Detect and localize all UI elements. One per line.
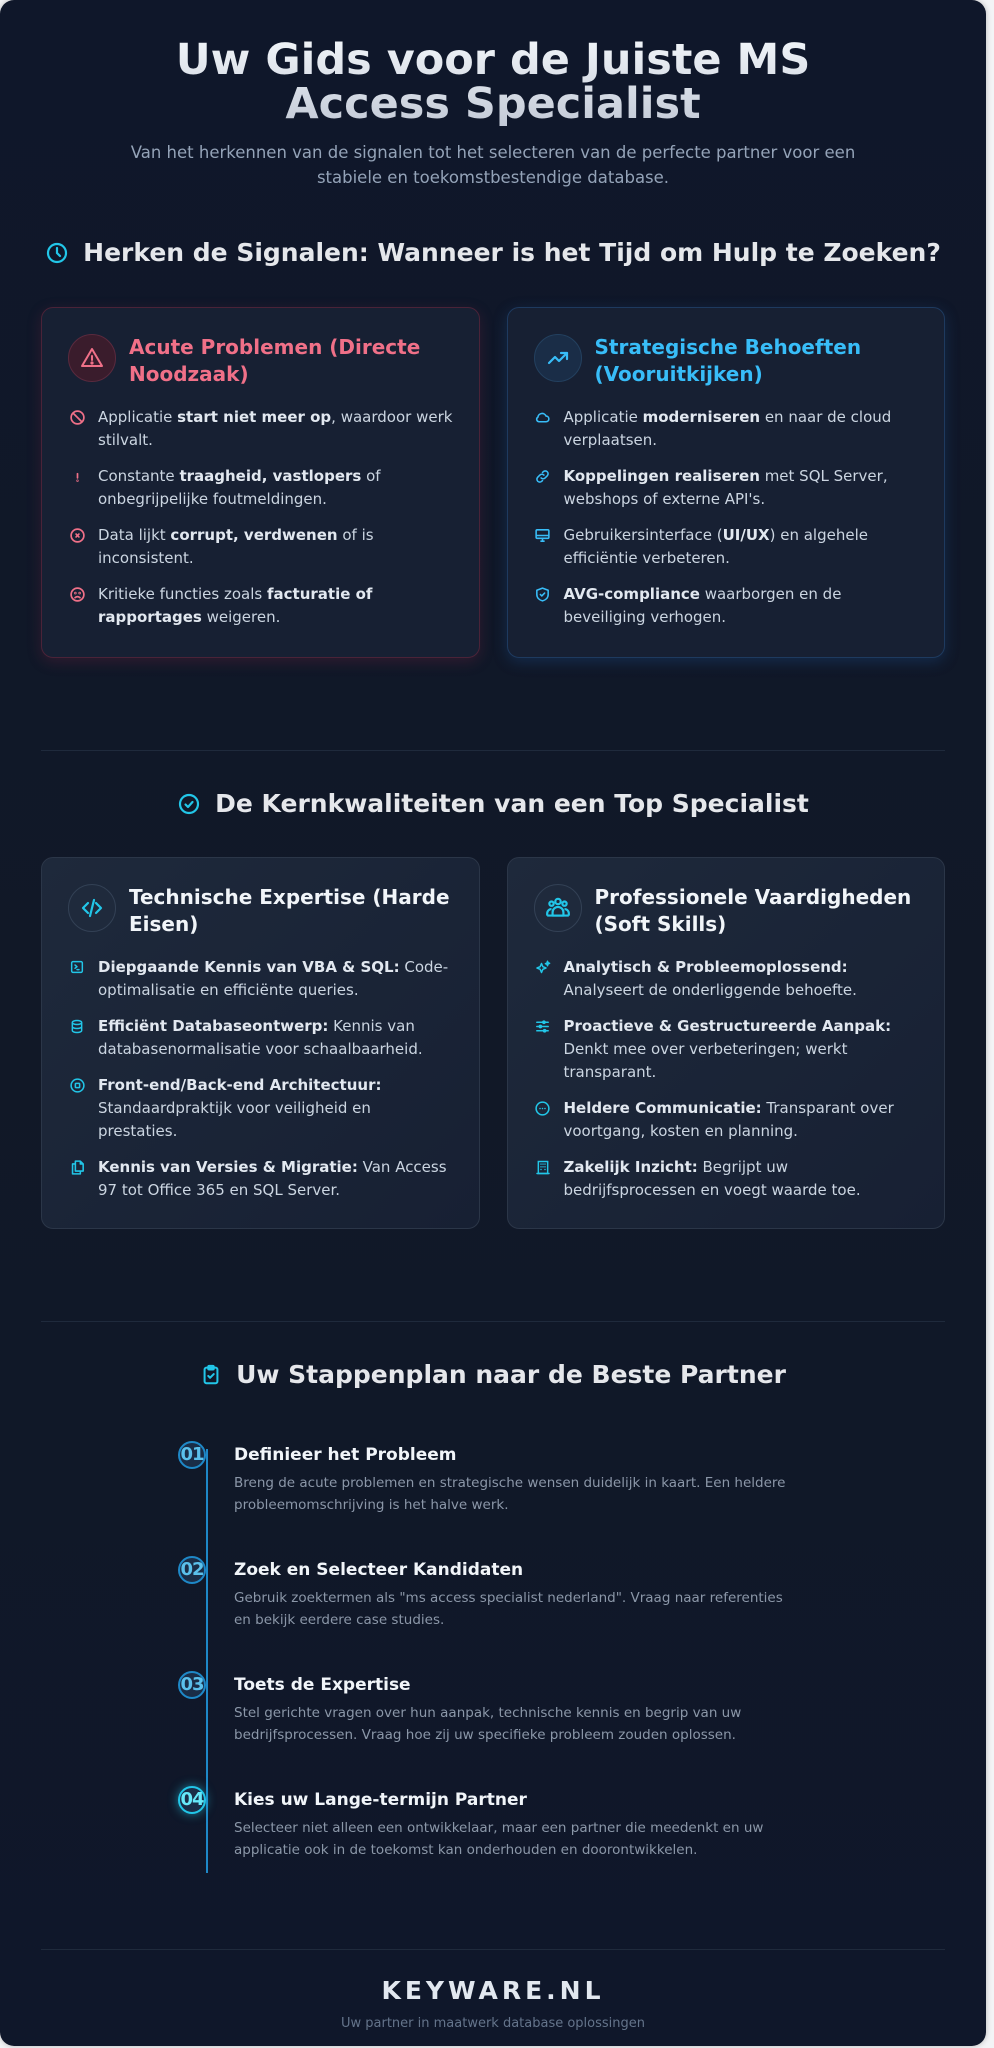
list-item: Proactieve & Gestructureerde Aanpak: Denkt mee over verbeteringen; werkt transparant. bbox=[534, 1015, 919, 1084]
cloud-icon bbox=[534, 409, 551, 426]
card-title: Technische Expertise (Harde Eisen) bbox=[129, 885, 450, 936]
section-divider bbox=[41, 750, 945, 751]
list-item: Applicatie start niet meer op, waardoor werk stilvalt. bbox=[68, 406, 453, 452]
copy-files-icon bbox=[69, 1159, 86, 1176]
sparkles-icon bbox=[534, 959, 552, 977]
check-circle-icon bbox=[177, 792, 201, 816]
step-title: Definieer het Probleem bbox=[234, 1445, 457, 1465]
list-item: Front-end/Back-end Architectuur: Standaardpraktijk voor veiligheid en prestaties. bbox=[68, 1074, 453, 1143]
users-icon bbox=[534, 884, 582, 932]
step-number: 04 bbox=[178, 1786, 206, 1814]
sad-face-icon bbox=[69, 586, 86, 603]
list-item: Analytisch & Probleemoplossend: Analyseert de onderliggende behoefte. bbox=[534, 956, 919, 1002]
card-title: Acute Problemen (Directe Noodzaak) bbox=[129, 335, 421, 386]
step-item bbox=[178, 1786, 798, 1901]
step-number: 02 bbox=[178, 1556, 206, 1584]
strategic-needs-card bbox=[507, 307, 946, 658]
exclamation-icon bbox=[69, 468, 86, 485]
step-item bbox=[178, 1441, 798, 1556]
signals-heading: Herken de Signalen: Wanneer is het Tijd om Hulp te Zoeken? bbox=[0, 238, 986, 267]
brand-tagline: Uw partner in maatwerk database oplossingen bbox=[340, 2016, 646, 2031]
step-text: Breng de acute problemen en strategische wensen duidelijk in kaart. Een heldere probleemomschrijving is het halve werk. bbox=[234, 1475, 786, 1513]
trending-up-icon bbox=[534, 334, 582, 382]
terminal-icon bbox=[69, 959, 85, 975]
building-icon bbox=[535, 1159, 551, 1176]
qualities-section bbox=[0, 789, 986, 1229]
soft-skills-card bbox=[507, 857, 946, 1229]
list-item: AVG-compliance waarborgen en de beveiliging verhogen. bbox=[534, 583, 919, 629]
brand-logo: KEYWARE.NL bbox=[381, 1976, 605, 2005]
list-item: Heldere Communicatie: Transparant over voortgang, kosten en planning. bbox=[534, 1097, 919, 1143]
step-title: Kies uw Lange-termijn Partner bbox=[234, 1790, 527, 1810]
qualities-heading: De Kernkwaliteiten van een Top Specialist bbox=[0, 789, 986, 818]
card-title: Strategische Behoeften (Vooruitkijken) bbox=[594, 335, 862, 386]
step-text: Stel gerichte vragen over hun aanpak, technische kennis en begrip van uw bedrijfsprocessen. Vraag hoe zij uw specifieke probleem zouden oplossen. bbox=[234, 1705, 742, 1743]
section-divider bbox=[41, 1321, 945, 1322]
step-title: Toets de Expertise bbox=[234, 1675, 411, 1695]
steps-timeline bbox=[178, 1441, 798, 1901]
list-item: Diepgaande Kennis van VBA & SQL: Code-optimalisatie en efficiënte queries. bbox=[68, 956, 453, 1002]
code-icon bbox=[68, 884, 116, 932]
clipboard-check-icon bbox=[200, 1363, 222, 1387]
ban-icon bbox=[69, 409, 86, 426]
list-item: Efficiënt Databaseontwerp: Kennis van databasenormalisatie voor schaalbaarheid. bbox=[68, 1015, 453, 1061]
chat-dots-icon bbox=[534, 1100, 551, 1117]
step-item bbox=[178, 1556, 798, 1671]
list-item: Zakelijk Inzicht: Begrijpt uw bedrijfsprocessen en voegt waarde toe. bbox=[534, 1156, 919, 1202]
plan-heading: Uw Stappenplan naar de Beste Partner bbox=[0, 1360, 986, 1389]
x-circle-icon bbox=[69, 527, 86, 544]
step-title: Zoek en Selecteer Kandidaten bbox=[234, 1560, 524, 1580]
step-item bbox=[178, 1671, 798, 1786]
list-item: Kritieke functies zoals facturatie of rapportages weigeren. bbox=[68, 583, 453, 629]
warning-triangle-icon bbox=[68, 334, 116, 382]
page-subtitle: Van het herkennen van de signalen tot het selecteren van de perfecte partner voor een stabiele en toekomstbestendige database. bbox=[130, 143, 856, 187]
list-item: Gebruikersinterface (UI/UX) en algehele efficiëntie verbeteren. bbox=[534, 524, 919, 570]
list-item: Constante traagheid, vastlopers of onbegrijpelijke foutmeldingen. bbox=[68, 465, 453, 511]
step-number: 03 bbox=[178, 1671, 206, 1699]
sliders-icon bbox=[534, 1018, 551, 1035]
step-text: Selecteer niet alleen een ontwikkelaar, maar een partner die meedenkt en uw applicatie ook in de toekomst kan onderhouden en doorontwikkelen. bbox=[234, 1820, 764, 1858]
acute-problems-card bbox=[41, 307, 480, 658]
page-title: Uw Gids voor de Juiste MS Access Specialist bbox=[113, 38, 873, 126]
signals-section bbox=[0, 238, 986, 658]
footer-divider bbox=[41, 1949, 945, 1950]
step-text: Gebruik zoektermen als "ms access specialist nederland". Vraag naar referenties en bekijk eerdere case studies. bbox=[234, 1590, 783, 1628]
monitor-icon bbox=[534, 527, 551, 544]
step-number: 01 bbox=[178, 1441, 206, 1469]
footer bbox=[0, 1976, 986, 2031]
clock-icon bbox=[45, 241, 69, 265]
shield-check-icon bbox=[534, 586, 551, 603]
database-icon bbox=[69, 1018, 85, 1035]
technical-expertise-card bbox=[41, 857, 480, 1229]
plan-section bbox=[0, 1360, 986, 1901]
list-item: Koppelingen realiseren met SQL Server, webshops of externe API's. bbox=[534, 465, 919, 511]
card-title: Professionele Vaardigheden (Soft Skills) bbox=[594, 885, 912, 936]
architecture-icon bbox=[69, 1077, 86, 1094]
hero bbox=[0, 0, 986, 190]
link-icon bbox=[534, 468, 551, 485]
list-item: Applicatie moderniseren en naar de cloud verplaatsen. bbox=[534, 406, 919, 452]
list-item: Kennis van Versies & Migratie: Van Access 97 tot Office 365 en SQL Server. bbox=[68, 1156, 453, 1202]
list-item: Data lijkt corrupt, verdwenen of is inconsistent. bbox=[68, 524, 453, 570]
